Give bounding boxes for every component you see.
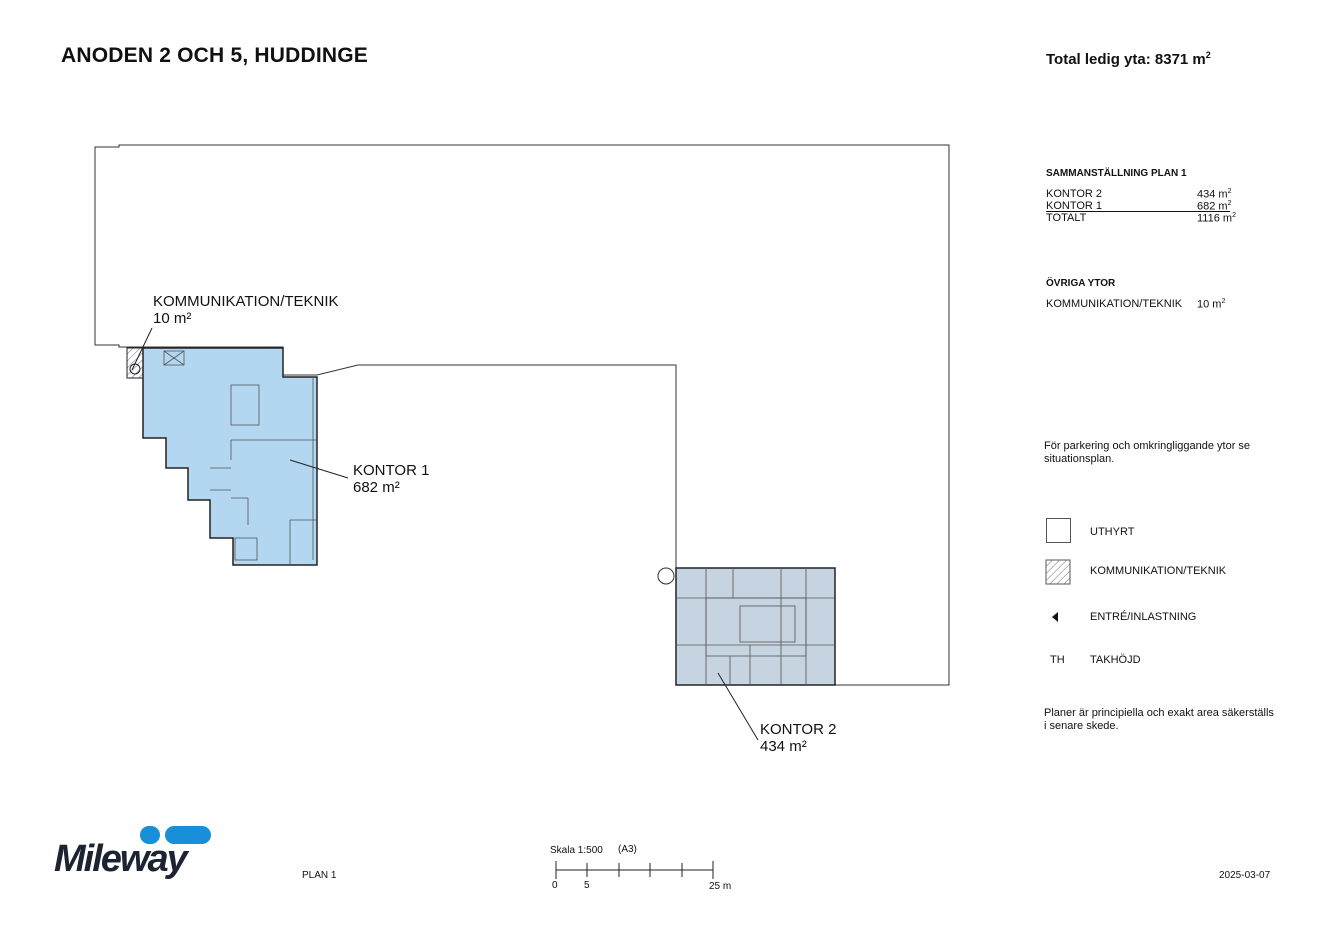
summary-heading: SAMMANSTÄLLNING PLAN 1 [1046,168,1187,179]
kontor-1-area-label: 682 m² [353,479,400,496]
disclaimer-note: Planer är principiella och exakt area säkerställs i senare skede. [1044,707,1274,732]
scale-tick-label: 0 [552,880,558,891]
legend-hatch-box [1046,560,1070,584]
summary-row: KONTOR 2 434 $m^2$ [1046,188,1232,201]
other-areas-row: KOMMUNIKATION/TEKNIK 10 $m^2$ [1046,298,1226,311]
entre-icon [1052,612,1058,622]
summary-total-row: TOTALT 1116 $m^2$ [1046,212,1236,225]
paper-size: (A3) [618,844,637,855]
th-symbol: TH [1050,654,1065,666]
kontor-1-area [143,348,317,565]
legend-label: ENTRÉ/INLASTNING [1090,611,1197,623]
date-label: 2025-03-07 [1219,870,1271,881]
scale-label: Skala 1:500 [550,845,603,856]
kontor-2-name: KONTOR 2 [760,721,837,738]
legend-label: TAKHÖJD [1090,654,1141,666]
scale-bar [556,861,713,879]
kontor-2-area [676,568,835,685]
plan-label: PLAN 1 [302,870,337,881]
mileway-logo: Mileway [54,838,186,880]
page-title: ANODEN 2 OCH 5, HUDDINGE [61,44,369,67]
legend-label: UTHYRT [1090,526,1135,538]
kommunikation-area-label: 10 m² [153,310,192,327]
legend-label: KOMMUNIKATION/TEKNIK [1090,565,1227,577]
scale-tick-label: 5 [584,880,590,891]
parking-note: För parkering och omkringliggande ytor se situationsplan. [1044,440,1251,465]
legend-empty-box [1046,518,1071,543]
scale-tick-label: 25 m [709,881,732,892]
kommunikation-name: KOMMUNIKATION/TEKNIK [153,293,339,310]
summary-row: KONTOR 1 682 $m^2$ [1046,200,1232,213]
kontor-2-area-label: 434 m² [760,738,807,755]
other-areas-heading: ÖVRIGA YTOR [1046,278,1116,289]
total-area: Total ledig yta: 8371 $m^2$ [1046,50,1211,68]
kontor-1-name: KONTOR 1 [353,462,430,479]
